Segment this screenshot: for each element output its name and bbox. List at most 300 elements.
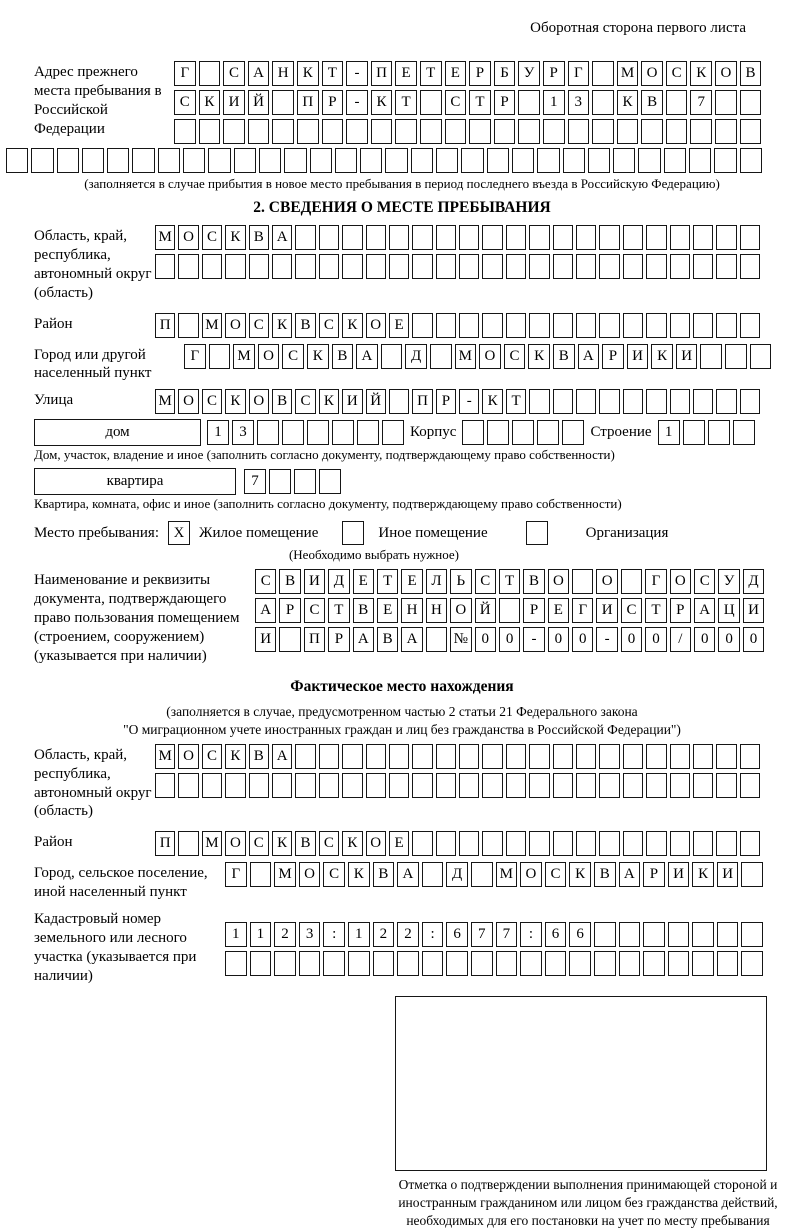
char-cell[interactable] <box>664 148 686 173</box>
char-cell[interactable] <box>693 225 713 250</box>
char-cell[interactable] <box>619 922 641 947</box>
char-cell[interactable] <box>668 922 690 947</box>
char-cell[interactable]: Ц <box>718 598 739 623</box>
char-cell[interactable] <box>274 951 296 976</box>
char-cell[interactable] <box>666 119 688 144</box>
char-cell[interactable] <box>740 773 760 798</box>
region-row2[interactable] <box>155 254 760 279</box>
char-cell[interactable] <box>623 389 643 414</box>
char-cell[interactable] <box>282 420 304 445</box>
char-cell[interactable]: О <box>299 862 321 887</box>
char-cell[interactable]: / <box>670 627 691 652</box>
char-cell[interactable] <box>482 225 502 250</box>
char-cell[interactable] <box>553 254 573 279</box>
char-cell[interactable]: Г <box>645 569 666 594</box>
char-cell[interactable]: Е <box>389 313 409 338</box>
char-cell[interactable] <box>496 951 518 976</box>
char-cell[interactable]: В <box>353 598 374 623</box>
char-cell[interactable]: А <box>248 61 270 86</box>
char-cell[interactable] <box>357 420 379 445</box>
char-cell[interactable]: М <box>617 61 639 86</box>
char-cell[interactable]: О <box>548 569 569 594</box>
char-cell[interactable] <box>506 744 526 769</box>
char-cell[interactable]: А <box>397 862 419 887</box>
char-cell[interactable] <box>381 344 403 369</box>
char-cell[interactable] <box>512 148 534 173</box>
char-cell[interactable] <box>716 773 736 798</box>
char-cell[interactable] <box>487 420 509 445</box>
char-cell[interactable] <box>576 773 596 798</box>
char-cell[interactable] <box>646 254 666 279</box>
char-cell[interactable] <box>295 225 315 250</box>
char-cell[interactable]: В <box>249 744 269 769</box>
char-cell[interactable] <box>623 254 643 279</box>
char-cell[interactable] <box>412 225 432 250</box>
char-cell[interactable]: К <box>690 61 712 86</box>
prev-address-row4[interactable] <box>6 148 770 173</box>
char-cell[interactable]: Т <box>506 389 526 414</box>
char-cell[interactable] <box>299 951 321 976</box>
char-cell[interactable]: 7 <box>471 922 493 947</box>
char-cell[interactable]: И <box>596 598 617 623</box>
char-cell[interactable] <box>717 922 739 947</box>
char-cell[interactable]: К <box>617 90 639 115</box>
char-cell[interactable]: Р <box>469 61 491 86</box>
char-cell[interactable] <box>446 951 468 976</box>
char-cell[interactable]: Н <box>401 598 422 623</box>
char-cell[interactable] <box>529 773 549 798</box>
char-cell[interactable]: 3 <box>568 90 590 115</box>
char-cell[interactable] <box>436 744 456 769</box>
char-cell[interactable] <box>155 254 175 279</box>
char-cell[interactable] <box>641 119 663 144</box>
char-cell[interactable]: И <box>255 627 276 652</box>
char-cell[interactable]: Д <box>446 862 468 887</box>
char-cell[interactable]: О <box>520 862 542 887</box>
char-cell[interactable] <box>257 420 279 445</box>
char-cell[interactable]: В <box>740 61 762 86</box>
char-cell[interactable] <box>569 951 591 976</box>
char-cell[interactable]: В <box>279 569 300 594</box>
char-cell[interactable] <box>529 831 549 856</box>
city-row[interactable] <box>184 344 771 369</box>
char-cell[interactable] <box>284 148 306 173</box>
char-cell[interactable] <box>310 148 332 173</box>
char-cell[interactable] <box>269 469 291 494</box>
char-cell[interactable] <box>716 744 736 769</box>
char-cell[interactable] <box>716 225 736 250</box>
char-cell[interactable]: 0 <box>572 627 593 652</box>
char-cell[interactable]: № <box>450 627 471 652</box>
char-cell[interactable] <box>740 225 760 250</box>
char-cell[interactable] <box>700 344 722 369</box>
char-cell[interactable]: С <box>304 598 325 623</box>
char-cell[interactable] <box>342 225 362 250</box>
char-cell[interactable] <box>373 951 395 976</box>
char-cell[interactable]: 0 <box>475 627 496 652</box>
char-cell[interactable]: : <box>422 922 444 947</box>
char-cell[interactable] <box>499 598 520 623</box>
char-cell[interactable] <box>420 119 442 144</box>
char-cell[interactable] <box>693 773 713 798</box>
char-cell[interactable]: И <box>223 90 245 115</box>
char-cell[interactable]: С <box>504 344 526 369</box>
prev-address-row2[interactable] <box>174 90 761 115</box>
region-row1[interactable] <box>155 225 760 250</box>
char-cell[interactable]: 1 <box>250 922 272 947</box>
char-cell[interactable]: С <box>202 744 222 769</box>
char-cell[interactable]: И <box>743 598 764 623</box>
char-cell[interactable] <box>459 225 479 250</box>
char-cell[interactable]: Н <box>426 598 447 623</box>
char-cell[interactable] <box>666 90 688 115</box>
char-cell[interactable]: А <box>619 862 641 887</box>
char-cell[interactable] <box>592 90 614 115</box>
char-cell[interactable] <box>297 119 319 144</box>
document-row3[interactable] <box>255 627 764 652</box>
char-cell[interactable] <box>250 862 272 887</box>
char-cell[interactable]: К <box>569 862 591 887</box>
char-cell[interactable]: : <box>520 922 542 947</box>
char-cell[interactable] <box>462 420 484 445</box>
char-cell[interactable] <box>279 627 300 652</box>
char-cell[interactable]: П <box>155 831 175 856</box>
char-cell[interactable]: В <box>295 831 315 856</box>
char-cell[interactable]: 1 <box>543 90 565 115</box>
char-cell[interactable]: К <box>272 313 292 338</box>
char-cell[interactable]: В <box>295 313 315 338</box>
char-cell[interactable]: П <box>304 627 325 652</box>
char-cell[interactable] <box>670 773 690 798</box>
char-cell[interactable] <box>342 773 362 798</box>
char-cell[interactable]: 6 <box>545 922 567 947</box>
char-cell[interactable] <box>594 922 616 947</box>
char-cell[interactable]: К <box>307 344 329 369</box>
char-cell[interactable] <box>436 831 456 856</box>
char-cell[interactable] <box>506 773 526 798</box>
char-cell[interactable] <box>420 90 442 115</box>
char-cell[interactable]: А <box>401 627 422 652</box>
char-cell[interactable] <box>520 951 542 976</box>
char-cell[interactable] <box>199 61 221 86</box>
char-cell[interactable] <box>716 389 736 414</box>
char-cell[interactable] <box>599 225 619 250</box>
char-cell[interactable]: 0 <box>694 627 715 652</box>
stay-type-checkbox-organization[interactable] <box>526 521 548 545</box>
char-cell[interactable]: Е <box>377 598 398 623</box>
char-cell[interactable]: 0 <box>548 627 569 652</box>
char-cell[interactable] <box>397 951 419 976</box>
char-cell[interactable] <box>646 313 666 338</box>
char-cell[interactable]: К <box>348 862 370 887</box>
char-cell[interactable] <box>332 420 354 445</box>
char-cell[interactable] <box>716 254 736 279</box>
char-cell[interactable] <box>619 951 641 976</box>
char-cell[interactable] <box>319 225 339 250</box>
char-cell[interactable] <box>459 254 479 279</box>
char-cell[interactable]: - <box>346 61 368 86</box>
char-cell[interactable]: К <box>225 389 245 414</box>
char-cell[interactable]: Р <box>436 389 456 414</box>
char-cell[interactable]: О <box>479 344 501 369</box>
char-cell[interactable] <box>670 313 690 338</box>
char-cell[interactable] <box>426 627 447 652</box>
char-cell[interactable] <box>366 225 386 250</box>
cadastral-row2[interactable] <box>225 951 763 976</box>
char-cell[interactable] <box>319 773 339 798</box>
char-cell[interactable] <box>6 148 28 173</box>
char-cell[interactable]: К <box>371 90 393 115</box>
char-cell[interactable]: - <box>459 389 479 414</box>
char-cell[interactable] <box>445 119 467 144</box>
char-cell[interactable] <box>740 148 762 173</box>
char-cell[interactable]: А <box>255 598 276 623</box>
char-cell[interactable] <box>249 773 269 798</box>
char-cell[interactable]: М <box>155 225 175 250</box>
char-cell[interactable]: Р <box>643 862 665 887</box>
char-cell[interactable]: 6 <box>569 922 591 947</box>
char-cell[interactable] <box>506 313 526 338</box>
char-cell[interactable] <box>208 148 230 173</box>
char-cell[interactable]: С <box>223 61 245 86</box>
char-cell[interactable] <box>295 254 315 279</box>
char-cell[interactable] <box>740 831 760 856</box>
char-cell[interactable] <box>319 254 339 279</box>
char-cell[interactable]: В <box>594 862 616 887</box>
char-cell[interactable] <box>693 744 713 769</box>
char-cell[interactable]: Г <box>174 61 196 86</box>
char-cell[interactable]: С <box>295 389 315 414</box>
char-cell[interactable]: Т <box>328 598 349 623</box>
char-cell[interactable]: Р <box>523 598 544 623</box>
char-cell[interactable] <box>592 61 614 86</box>
street-row[interactable] <box>155 389 760 414</box>
char-cell[interactable] <box>646 773 666 798</box>
char-cell[interactable]: О <box>366 831 386 856</box>
char-cell[interactable]: К <box>482 389 502 414</box>
char-cell[interactable] <box>436 148 458 173</box>
char-cell[interactable]: Т <box>322 61 344 86</box>
char-cell[interactable] <box>272 254 292 279</box>
char-cell[interactable]: С <box>445 90 467 115</box>
char-cell[interactable]: К <box>692 862 714 887</box>
char-cell[interactable]: 1 <box>225 922 247 947</box>
char-cell[interactable] <box>576 744 596 769</box>
char-cell[interactable]: Т <box>469 90 491 115</box>
char-cell[interactable] <box>482 773 502 798</box>
char-cell[interactable] <box>646 744 666 769</box>
char-cell[interactable]: Д <box>328 569 349 594</box>
char-cell[interactable] <box>553 225 573 250</box>
char-cell[interactable] <box>643 951 665 976</box>
char-cell[interactable] <box>690 119 712 144</box>
char-cell[interactable] <box>568 119 590 144</box>
char-cell[interactable] <box>576 831 596 856</box>
char-cell[interactable]: 3 <box>232 420 254 445</box>
char-cell[interactable] <box>430 344 452 369</box>
char-cell[interactable]: М <box>455 344 477 369</box>
char-cell[interactable]: И <box>668 862 690 887</box>
char-cell[interactable] <box>459 313 479 338</box>
char-cell[interactable]: М <box>155 744 175 769</box>
char-cell[interactable]: М <box>202 831 222 856</box>
char-cell[interactable]: С <box>255 569 276 594</box>
char-cell[interactable] <box>529 254 549 279</box>
char-cell[interactable] <box>643 922 665 947</box>
char-cell[interactable] <box>107 148 129 173</box>
char-cell[interactable]: Г <box>225 862 247 887</box>
char-cell[interactable] <box>323 951 345 976</box>
char-cell[interactable] <box>346 119 368 144</box>
char-cell[interactable] <box>512 420 534 445</box>
house-cells[interactable] <box>207 420 404 445</box>
char-cell[interactable]: Л <box>426 569 447 594</box>
char-cell[interactable]: Б <box>494 61 516 86</box>
char-cell[interactable]: Р <box>322 90 344 115</box>
char-cell[interactable] <box>668 951 690 976</box>
char-cell[interactable] <box>506 831 526 856</box>
char-cell[interactable] <box>646 389 666 414</box>
char-cell[interactable]: Й <box>248 90 270 115</box>
char-cell[interactable] <box>412 744 432 769</box>
char-cell[interactable]: С <box>282 344 304 369</box>
char-cell[interactable]: С <box>545 862 567 887</box>
char-cell[interactable] <box>199 119 221 144</box>
district-row[interactable] <box>155 313 760 338</box>
char-cell[interactable] <box>342 744 362 769</box>
char-cell[interactable] <box>623 831 643 856</box>
char-cell[interactable] <box>599 744 619 769</box>
char-cell[interactable]: Р <box>328 627 349 652</box>
stay-type-checkbox-other[interactable] <box>342 521 364 545</box>
fact-city-row[interactable] <box>225 862 763 887</box>
char-cell[interactable]: С <box>174 90 196 115</box>
char-cell[interactable] <box>482 831 502 856</box>
char-cell[interactable]: В <box>553 344 575 369</box>
char-cell[interactable] <box>553 773 573 798</box>
char-cell[interactable] <box>599 313 619 338</box>
char-cell[interactable]: У <box>518 61 540 86</box>
char-cell[interactable] <box>389 225 409 250</box>
char-cell[interactable] <box>459 744 479 769</box>
char-cell[interactable]: Н <box>272 61 294 86</box>
char-cell[interactable]: Д <box>743 569 764 594</box>
char-cell[interactable] <box>322 119 344 144</box>
char-cell[interactable]: О <box>670 569 691 594</box>
char-cell[interactable] <box>725 344 747 369</box>
char-cell[interactable]: - <box>523 627 544 652</box>
char-cell[interactable] <box>692 922 714 947</box>
char-cell[interactable] <box>623 744 643 769</box>
char-cell[interactable]: С <box>319 313 339 338</box>
char-cell[interactable] <box>670 831 690 856</box>
char-cell[interactable] <box>537 420 559 445</box>
char-cell[interactable]: 7 <box>690 90 712 115</box>
char-cell[interactable]: А <box>272 744 292 769</box>
char-cell[interactable] <box>708 420 730 445</box>
char-cell[interactable] <box>529 313 549 338</box>
char-cell[interactable] <box>741 922 763 947</box>
char-cell[interactable] <box>319 744 339 769</box>
char-cell[interactable] <box>518 90 540 115</box>
char-cell[interactable]: - <box>346 90 368 115</box>
char-cell[interactable] <box>693 389 713 414</box>
char-cell[interactable]: С <box>202 225 222 250</box>
char-cell[interactable] <box>715 119 737 144</box>
char-cell[interactable] <box>588 148 610 173</box>
char-cell[interactable]: П <box>155 313 175 338</box>
char-cell[interactable] <box>174 119 196 144</box>
char-cell[interactable]: А <box>578 344 600 369</box>
char-cell[interactable] <box>389 254 409 279</box>
char-cell[interactable] <box>716 831 736 856</box>
char-cell[interactable]: О <box>641 61 663 86</box>
char-cell[interactable]: Й <box>366 389 386 414</box>
char-cell[interactable] <box>576 313 596 338</box>
char-cell[interactable] <box>741 951 763 976</box>
char-cell[interactable]: К <box>342 313 362 338</box>
char-cell[interactable] <box>436 773 456 798</box>
char-cell[interactable]: С <box>319 831 339 856</box>
char-cell[interactable] <box>529 225 549 250</box>
char-cell[interactable] <box>249 254 269 279</box>
char-cell[interactable] <box>638 148 660 173</box>
char-cell[interactable] <box>389 744 409 769</box>
char-cell[interactable] <box>225 773 245 798</box>
char-cell[interactable]: К <box>651 344 673 369</box>
char-cell[interactable]: О <box>249 389 269 414</box>
char-cell[interactable]: Р <box>670 598 691 623</box>
char-cell[interactable]: О <box>178 225 198 250</box>
char-cell[interactable]: 0 <box>743 627 764 652</box>
char-cell[interactable] <box>209 344 231 369</box>
char-cell[interactable] <box>693 831 713 856</box>
char-cell[interactable]: К <box>297 61 319 86</box>
char-cell[interactable]: П <box>371 61 393 86</box>
char-cell[interactable]: Е <box>353 569 374 594</box>
char-cell[interactable] <box>683 420 705 445</box>
char-cell[interactable] <box>366 773 386 798</box>
char-cell[interactable]: О <box>225 313 245 338</box>
char-cell[interactable] <box>382 420 404 445</box>
char-cell[interactable] <box>248 119 270 144</box>
char-cell[interactable]: О <box>596 569 617 594</box>
char-cell[interactable] <box>82 148 104 173</box>
char-cell[interactable] <box>155 773 175 798</box>
char-cell[interactable] <box>646 831 666 856</box>
char-cell[interactable] <box>57 148 79 173</box>
char-cell[interactable]: П <box>412 389 432 414</box>
char-cell[interactable]: М <box>233 344 255 369</box>
char-cell[interactable]: К <box>225 744 245 769</box>
char-cell[interactable] <box>272 773 292 798</box>
char-cell[interactable] <box>621 569 642 594</box>
char-cell[interactable] <box>178 254 198 279</box>
char-cell[interactable] <box>646 225 666 250</box>
char-cell[interactable] <box>494 119 516 144</box>
char-cell[interactable] <box>553 313 573 338</box>
char-cell[interactable]: С <box>694 569 715 594</box>
char-cell[interactable] <box>529 744 549 769</box>
char-cell[interactable]: А <box>356 344 378 369</box>
char-cell[interactable] <box>178 831 198 856</box>
char-cell[interactable]: 7 <box>496 922 518 947</box>
fact-region-row2[interactable] <box>155 773 760 798</box>
char-cell[interactable]: : <box>323 922 345 947</box>
char-cell[interactable]: К <box>199 90 221 115</box>
char-cell[interactable]: 1 <box>348 922 370 947</box>
char-cell[interactable] <box>576 225 596 250</box>
